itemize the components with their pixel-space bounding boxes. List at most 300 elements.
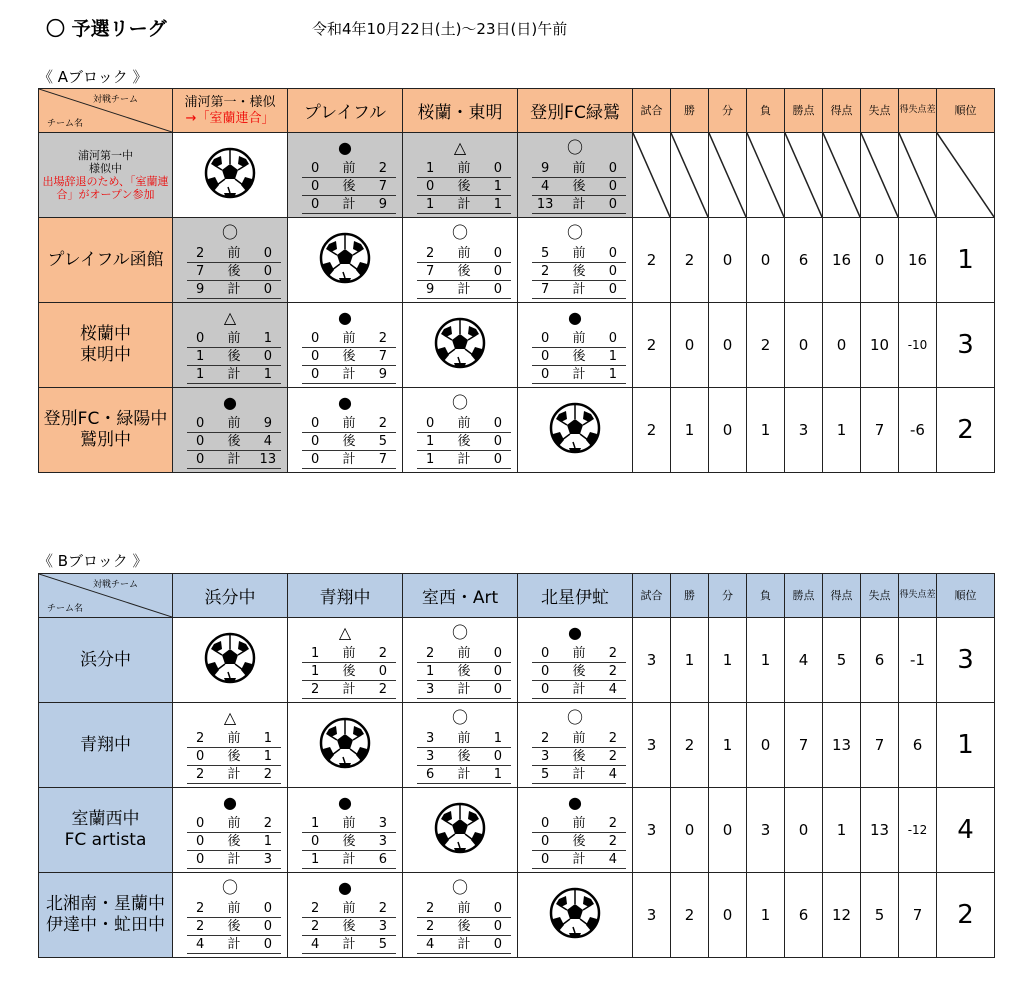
half-label: 後 — [227, 834, 241, 849]
half-label: 計 — [342, 367, 356, 382]
stat-cell: 7 — [861, 703, 899, 788]
score-line-second — [302, 433, 396, 451]
stat-cell: 1 — [671, 388, 709, 473]
stat-cell: 2 — [633, 388, 671, 473]
score-breakdown — [187, 815, 281, 869]
match-result-cell — [403, 388, 518, 473]
half-label: 後 — [342, 664, 356, 679]
half-label: 後 — [227, 434, 241, 449]
block-b-table — [38, 573, 995, 958]
half-label: 前 — [342, 901, 356, 916]
score-line-total — [417, 681, 511, 699]
stat-column-header: 勝 — [671, 574, 709, 618]
team-score: 6 — [426, 767, 435, 782]
stat-cell: 12 — [823, 873, 861, 958]
opponent-score: 4 — [608, 767, 617, 782]
score-line-total — [532, 851, 626, 869]
team-row — [39, 133, 995, 218]
half-label: 後 — [572, 349, 586, 364]
half-label: 計 — [457, 197, 471, 212]
opponent-score: 0 — [378, 664, 387, 679]
score-line-first — [417, 730, 511, 748]
half-label: 前 — [572, 731, 586, 746]
stat-cell: -6 — [899, 388, 937, 473]
team-score: 0 — [311, 197, 320, 212]
self-match-cell — [288, 218, 403, 303]
result-symbol: 〇 — [451, 878, 468, 897]
score-line-total — [187, 451, 281, 469]
match-result-cell — [403, 133, 518, 218]
page-title: 〇 予選リーグ — [46, 18, 167, 40]
half-label: 計 — [342, 937, 356, 952]
team-name-line: 鷲別中 — [80, 430, 131, 450]
score-breakdown — [187, 330, 281, 384]
rank-cell: 3 — [937, 618, 995, 703]
team-row — [39, 618, 995, 703]
score-line-total — [532, 196, 626, 214]
half-label: 前 — [227, 246, 241, 261]
score-line-total — [187, 851, 281, 869]
opponent-score: 0 — [263, 901, 272, 916]
half-label: 前 — [572, 246, 586, 261]
opponent-score: 9 — [378, 367, 387, 382]
score-line-first — [417, 415, 511, 433]
opponent-score: 0 — [493, 749, 502, 764]
opponent-score: 2 — [263, 767, 272, 782]
score-line-second — [302, 663, 396, 681]
half-label: 後 — [342, 434, 356, 449]
team-score: 2 — [311, 919, 320, 934]
soccer-ball-icon — [204, 632, 256, 684]
opponent-score: 2 — [608, 816, 617, 831]
team-score: 0 — [541, 852, 550, 867]
opponent-column-header — [173, 89, 288, 133]
score-breakdown — [302, 160, 396, 214]
half-label: 前 — [457, 646, 471, 661]
half-label: 計 — [227, 452, 241, 467]
half-label: 後 — [227, 264, 241, 279]
score-breakdown — [302, 900, 396, 954]
opponent-name: 青翔中 — [319, 588, 371, 608]
half-label: 前 — [457, 901, 471, 916]
opponent-score: 1 — [263, 749, 272, 764]
match-result-cell — [173, 388, 288, 473]
score-line-first — [532, 245, 626, 263]
stat-cell: 1 — [747, 618, 785, 703]
half-label: 計 — [342, 682, 356, 697]
opponent-score: 0 — [608, 282, 617, 297]
score-line-first — [417, 900, 511, 918]
score-line-total — [302, 366, 396, 384]
opponent-score: 0 — [608, 161, 617, 176]
stat-cell: 1 — [709, 703, 747, 788]
score-line-first — [187, 730, 281, 748]
match-result-cell — [173, 303, 288, 388]
soccer-ball-icon — [434, 802, 486, 854]
stat-cell: 0 — [709, 873, 747, 958]
half-label: 前 — [342, 331, 356, 346]
stat-cell: 3 — [747, 788, 785, 873]
team-score: 2 — [426, 246, 435, 261]
team-name-cell — [39, 133, 173, 218]
half-label: 前 — [572, 816, 586, 831]
team-score: 5 — [541, 767, 550, 782]
stat-column-header: 分 — [709, 89, 747, 133]
team-row — [39, 388, 995, 473]
team-score: 0 — [541, 834, 550, 849]
half-label: 計 — [572, 852, 586, 867]
team-name-cell — [39, 788, 173, 873]
result-symbol: △ — [453, 138, 467, 157]
half-label: 前 — [457, 246, 471, 261]
match-result-cell — [518, 788, 633, 873]
stat-cell: 0 — [785, 788, 823, 873]
team-score: 0 — [311, 434, 320, 449]
half-label: 計 — [227, 767, 241, 782]
result-symbol: ● — [338, 308, 352, 327]
score-line-total — [532, 681, 626, 699]
stat-column-header: 得点 — [823, 574, 861, 618]
match-result-cell — [288, 618, 403, 703]
team-name-cell — [39, 618, 173, 703]
match-result-cell — [288, 303, 403, 388]
team-score: 0 — [311, 179, 320, 194]
opponent-score: 0 — [263, 349, 272, 364]
stat-cell: 16 — [823, 218, 861, 303]
stat-cell: 2 — [671, 703, 709, 788]
stat-column-header: 順位 — [937, 574, 995, 618]
self-match-cell — [403, 788, 518, 873]
team-score: 0 — [541, 664, 550, 679]
score-line-total — [187, 936, 281, 954]
score-breakdown — [417, 730, 511, 784]
team-score: 2 — [196, 901, 205, 916]
corner-header-cell — [39, 574, 173, 618]
corner-team-label: チーム名 — [47, 119, 84, 129]
stat-cell: 5 — [823, 618, 861, 703]
stat-cell: -10 — [899, 303, 937, 388]
score-line-second — [302, 178, 396, 196]
team-name-line: 浜分中 — [80, 649, 131, 670]
half-label: 後 — [342, 834, 356, 849]
score-line-second — [417, 263, 511, 281]
half-label: 前 — [227, 731, 241, 746]
result-symbol: △ — [223, 308, 237, 327]
score-line-second — [417, 918, 511, 936]
stat-column-header: 勝点 — [785, 574, 823, 618]
stat-column-header: 試合 — [633, 89, 671, 133]
team-score: 1 — [426, 434, 435, 449]
stat-cell: 0 — [861, 218, 899, 303]
stat-column-header: 試合 — [633, 574, 671, 618]
opponent-name: プレイフル — [303, 103, 387, 123]
team-score: 1 — [426, 161, 435, 176]
rank-cell: 1 — [937, 218, 995, 303]
half-label: 前 — [227, 816, 241, 831]
team-score: 9 — [196, 282, 205, 297]
score-breakdown — [417, 900, 511, 954]
score-line-second — [532, 348, 626, 366]
score-line-total — [417, 936, 511, 954]
opponent-score: 7 — [378, 349, 387, 364]
team-score: 0 — [311, 331, 320, 346]
opponent-column-header — [288, 574, 403, 618]
stat-cell: 10 — [861, 303, 899, 388]
score-line-total — [302, 851, 396, 869]
match-result-cell — [403, 873, 518, 958]
stat-cell: 0 — [709, 388, 747, 473]
team-score: 0 — [196, 434, 205, 449]
stat-cell: 1 — [823, 788, 861, 873]
self-match-cell — [403, 303, 518, 388]
stat-cell: 0 — [785, 303, 823, 388]
stat-cell: 6 — [861, 618, 899, 703]
half-label: 計 — [457, 682, 471, 697]
half-label: 計 — [342, 197, 356, 212]
stat-cell: 7 — [861, 388, 899, 473]
stat-cell: 7 — [785, 703, 823, 788]
score-line-first — [532, 160, 626, 178]
match-result-cell — [403, 218, 518, 303]
team-score: 0 — [541, 349, 550, 364]
opponent-score: 1 — [263, 367, 272, 382]
half-label: 前 — [572, 331, 586, 346]
result-symbol: △ — [338, 623, 352, 642]
team-name-line: 伊達中・虻田中 — [46, 915, 165, 935]
stat-column-header: 順位 — [937, 89, 995, 133]
result-symbol: ● — [568, 793, 582, 812]
opponent-name: 室西・Art — [421, 588, 499, 608]
half-label: 後 — [457, 919, 471, 934]
half-label: 後 — [342, 179, 356, 194]
half-label: 計 — [227, 937, 241, 952]
result-symbol: ● — [568, 308, 582, 327]
team-score: 4 — [426, 937, 435, 952]
opponent-score: 0 — [493, 452, 502, 467]
empty-stat-cell — [861, 133, 899, 218]
stat-cell: 2 — [633, 218, 671, 303]
team-name-line: 桜蘭中 — [80, 324, 131, 344]
score-line-first — [532, 815, 626, 833]
stat-cell: 0 — [709, 788, 747, 873]
result-symbol: 〇 — [221, 223, 238, 242]
score-line-first — [302, 160, 396, 178]
team-score: 2 — [426, 646, 435, 661]
stat-column-header: 得失点差 — [899, 89, 937, 133]
opponent-score: 0 — [493, 264, 502, 279]
empty-stat-cell — [785, 133, 823, 218]
score-line-first — [417, 645, 511, 663]
team-score: 3 — [541, 749, 550, 764]
score-line-total — [417, 281, 511, 299]
team-name-cell — [39, 873, 173, 958]
score-breakdown — [532, 645, 626, 699]
opponent-score: 0 — [493, 416, 502, 431]
half-label: 前 — [227, 416, 241, 431]
opponent-score: 4 — [263, 434, 272, 449]
opponent-column-header — [403, 574, 518, 618]
team-score: 0 — [311, 367, 320, 382]
half-label: 前 — [227, 331, 241, 346]
team-score: 0 — [196, 816, 205, 831]
stat-column-header: 負 — [747, 574, 785, 618]
score-line-second — [417, 178, 511, 196]
score-line-total — [532, 366, 626, 384]
stat-cell: -1 — [899, 618, 937, 703]
opponent-score: 3 — [378, 834, 387, 849]
opponent-score: 2 — [608, 749, 617, 764]
opponent-score: 0 — [608, 331, 617, 346]
team-score: 0 — [426, 179, 435, 194]
team-score: 0 — [196, 331, 205, 346]
match-result-cell — [173, 873, 288, 958]
stat-column-header: 得点 — [823, 89, 861, 133]
opponent-name: 桜蘭・東明 — [417, 103, 503, 123]
corner-team-label: チーム名 — [47, 604, 84, 614]
score-breakdown — [532, 730, 626, 784]
rank-cell: 2 — [937, 873, 995, 958]
half-label: 計 — [457, 767, 471, 782]
score-line-first — [187, 900, 281, 918]
stat-cell: 0 — [823, 303, 861, 388]
team-score: 9 — [541, 161, 550, 176]
score-breakdown — [302, 415, 396, 469]
opponent-score: 4 — [608, 852, 617, 867]
half-label: 後 — [227, 349, 241, 364]
opponent-score: 0 — [493, 646, 502, 661]
team-score: 3 — [426, 749, 435, 764]
team-score: 0 — [541, 367, 550, 382]
opponent-score: 0 — [493, 682, 502, 697]
team-score: 0 — [541, 646, 550, 661]
corner-opponent-label: 対戦チーム — [92, 580, 138, 590]
score-line-first — [302, 900, 396, 918]
stat-cell: 3 — [633, 873, 671, 958]
half-label: 計 — [457, 452, 471, 467]
stat-column-header: 勝 — [671, 89, 709, 133]
stat-cell: 6 — [785, 873, 823, 958]
half-label: 後 — [457, 664, 471, 679]
match-result-cell — [518, 218, 633, 303]
opponent-name: 北星伊虻 — [541, 588, 609, 608]
team-score: 2 — [311, 682, 320, 697]
team-row — [39, 788, 995, 873]
opponent-score: 1 — [263, 731, 272, 746]
team-score: 2 — [311, 901, 320, 916]
score-line-first — [302, 415, 396, 433]
team-score: 0 — [541, 682, 550, 697]
opponent-score: 1 — [493, 179, 502, 194]
team-row — [39, 218, 995, 303]
score-line-second — [532, 178, 626, 196]
score-breakdown — [302, 815, 396, 869]
stat-cell: 1 — [747, 873, 785, 958]
team-row — [39, 703, 995, 788]
opponent-score: 3 — [378, 919, 387, 934]
stat-cell: 13 — [823, 703, 861, 788]
team-score: 1 — [311, 816, 320, 831]
half-label: 計 — [572, 367, 586, 382]
score-line-total — [187, 366, 281, 384]
opponent-score: 9 — [378, 197, 387, 212]
rank-cell: 3 — [937, 303, 995, 388]
opponent-score: 1 — [263, 834, 272, 849]
score-breakdown — [302, 330, 396, 384]
team-score: 2 — [426, 901, 435, 916]
team-score: 4 — [311, 937, 320, 952]
opponent-score: 7 — [378, 179, 387, 194]
half-label: 計 — [572, 767, 586, 782]
half-label: 後 — [457, 434, 471, 449]
opponent-score: 1 — [493, 731, 502, 746]
score-breakdown — [417, 415, 511, 469]
score-line-first — [187, 330, 281, 348]
stat-cell: 3 — [633, 618, 671, 703]
score-line-first — [187, 245, 281, 263]
team-score: 13 — [536, 197, 554, 212]
stat-cell: 2 — [747, 303, 785, 388]
soccer-ball-icon — [549, 887, 601, 939]
stat-column-header: 得失点差 — [899, 574, 937, 618]
empty-stat-cell — [747, 133, 785, 218]
team-score: 2 — [196, 767, 205, 782]
half-label: 前 — [572, 161, 586, 176]
score-line-first — [187, 415, 281, 433]
stat-cell: 13 — [861, 788, 899, 873]
team-name-line: 東明中 — [80, 345, 131, 365]
stat-cell: 0 — [709, 218, 747, 303]
half-label: 計 — [572, 682, 586, 697]
soccer-ball-icon — [549, 402, 601, 454]
match-result-cell — [518, 618, 633, 703]
opponent-score: 1 — [493, 197, 502, 212]
team-score: 1 — [196, 367, 205, 382]
score-line-first — [532, 645, 626, 663]
half-label: 後 — [572, 664, 586, 679]
opponent-score: 13 — [259, 452, 277, 467]
team-score: 1 — [426, 197, 435, 212]
score-line-second — [187, 348, 281, 366]
stat-cell: 6 — [899, 703, 937, 788]
half-label: 計 — [227, 852, 241, 867]
team-score: 0 — [196, 852, 205, 867]
score-line-first — [417, 245, 511, 263]
result-symbol: 〇 — [566, 223, 583, 242]
team-score: 3 — [426, 731, 435, 746]
score-line-total — [302, 451, 396, 469]
opponent-name-note: →「室蘭連合」 — [185, 110, 275, 126]
team-name-line: 室蘭西中 — [71, 809, 140, 829]
team-score: 4 — [541, 179, 550, 194]
half-label: 後 — [457, 264, 471, 279]
opponent-score: 0 — [263, 919, 272, 934]
team-score: 2 — [541, 264, 550, 279]
opponent-column-header — [518, 89, 633, 133]
team-score: 0 — [541, 331, 550, 346]
opponent-score: 2 — [608, 834, 617, 849]
opponent-score: 2 — [608, 664, 617, 679]
score-line-total — [532, 281, 626, 299]
team-row — [39, 303, 995, 388]
soccer-ball-icon — [319, 232, 371, 284]
opponent-score: 2 — [378, 901, 387, 916]
match-result-cell — [288, 133, 403, 218]
score-line-first — [302, 645, 396, 663]
self-match-cell — [173, 618, 288, 703]
team-name-cell — [39, 303, 173, 388]
team-score: 1 — [311, 664, 320, 679]
stat-cell: 1 — [709, 618, 747, 703]
